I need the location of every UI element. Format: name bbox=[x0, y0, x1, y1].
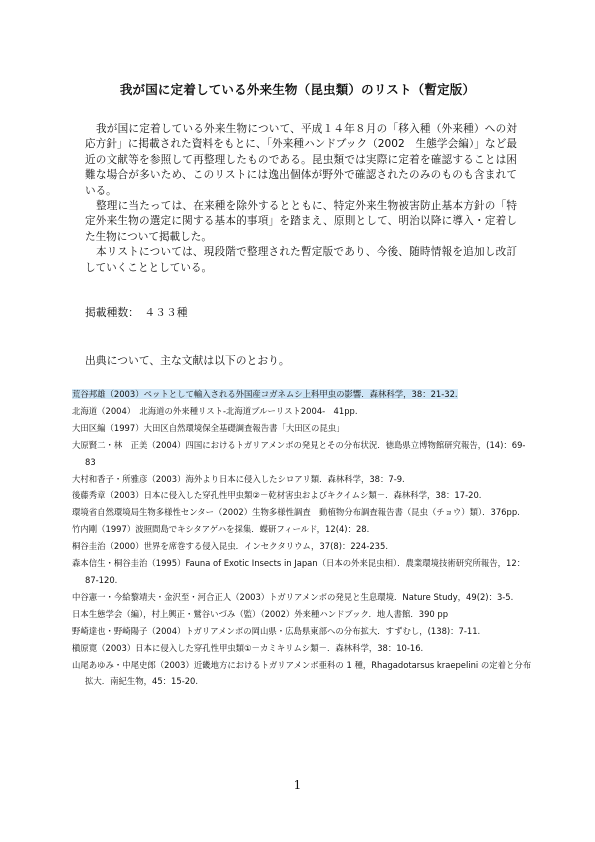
reference-item: 森本信生・桐谷圭治（1995）Fauna of Exotic Insects in Japan（日本の外来昆虫相）．農業環境技術研究所報告，12：87-120. bbox=[72, 558, 526, 585]
paragraph-2: 整理に当たっては、在来種を除外するとともに、特定外来生物被害防止基本方針の「特定外来生物の選定に関する基本的事項」を踏まえ、原則として、明治以降に導入・定着した生物について掲載した。 bbox=[85, 200, 517, 243]
reference-item: 大原賢二・林 正美（2004）四国におけるトガリアメンボの発見とその分布状況．徳島県立博物館研究報告，(14)：69-83 bbox=[72, 439, 526, 467]
reference-text-highlighted: 荒谷邦雄（2003）ペットとして輸入される外国産コガネムシ上科甲虫の影響．森林科学，38：21-32. bbox=[72, 389, 458, 399]
reference-item bbox=[72, 386, 534, 403]
reference-item: 竹内剛（1997）波照間島でキシタアゲハを採集．蝶研フィールド，12(4)：28. bbox=[72, 524, 370, 535]
reference-item: 後藤秀章（2003）日本に侵入した穿孔性甲虫類②－乾材害虫およびキクイムシ類－．森林科学，38：17-20. bbox=[72, 490, 482, 501]
document-title: 我が国に定着している外来生物（昆虫類）のリスト（暫定版） bbox=[119, 82, 476, 97]
paragraph-3: 本リストについては、現段階で整理された暫定版であり、今後、随時情報を追加し改訂していくこととしている。 bbox=[85, 246, 517, 274]
reference-item: 日本生態学会（編），村上興正・鷲谷いづみ（監）（2002）外来種ハンドブック．地人書館．390 pp bbox=[72, 608, 449, 619]
reference-item: 槇原寛（2003）日本に侵入した穿孔性甲虫類①－カミキリムシ類－．森林科学，38：10-16. bbox=[72, 642, 424, 653]
reference-item: 山尾あゆみ・中尾史郎（2003）近畿地方におけるトガリアメンボ亜科の 1 種，Rhagadotarsus kraepelini の定着と分布拡大．南紀生物，45：15-20. bbox=[72, 659, 532, 687]
species-count: 掲載種数： ４３３種 bbox=[85, 306, 188, 319]
reference-item: 中谷憲一・今給黎靖夫・金沢至・河合正人（2003）トガリアメンボの発見と生息環境．Nature Study，49(2)：3-5. bbox=[72, 591, 514, 602]
paragraph-1: 我が国に定着している外来生物について、平成１４年８月の「移入種（外来種）への対応方針」に掲載された資料をもとに、「外来種ハンドブック（2002 生態学会編）」など最近の文献等を参照して再整理したものである。昆虫類では実際に定着を確認することは困難な場合が多いため、このリストには逸出個体が野外で確認されたのみのものも含まれている。 bbox=[85, 123, 517, 197]
reference-item: 北海道（2004） 北海道の外来種リスト-北海道ブルーリスト2004- 41pp. bbox=[72, 405, 358, 416]
reference-item: 環境省自然環境局生物多様性センター（2002）生物多様性調査 動植物分布調査報告書（昆虫（チョウ）類）．376pp. bbox=[72, 507, 520, 518]
reference-item: 桐谷圭治（2000）世界を席巻する侵入昆虫．インセクタリウム，37(8)：224-235. bbox=[72, 541, 388, 552]
page-number: 1 bbox=[293, 778, 302, 792]
reference-item: 野崎達也・野崎陽子（2004）トガリアメンボの岡山県・広島県東部への分布拡大．すずむし，(138)：7-11. bbox=[72, 625, 481, 636]
reference-item: 大村和香子・所雅彦（2003）海外より日本に侵入したシロアリ類．森林科学，38：7-9. bbox=[72, 473, 405, 484]
reference-list bbox=[72, 386, 534, 690]
intro-body bbox=[85, 122, 517, 276]
sources-intro: 出典について、主な文献は以下のとおり。 bbox=[85, 354, 290, 367]
reference-item: 大田区編（1997）大田区自然環境保全基礎調査報告書「大田区の昆虫」 bbox=[72, 422, 345, 433]
